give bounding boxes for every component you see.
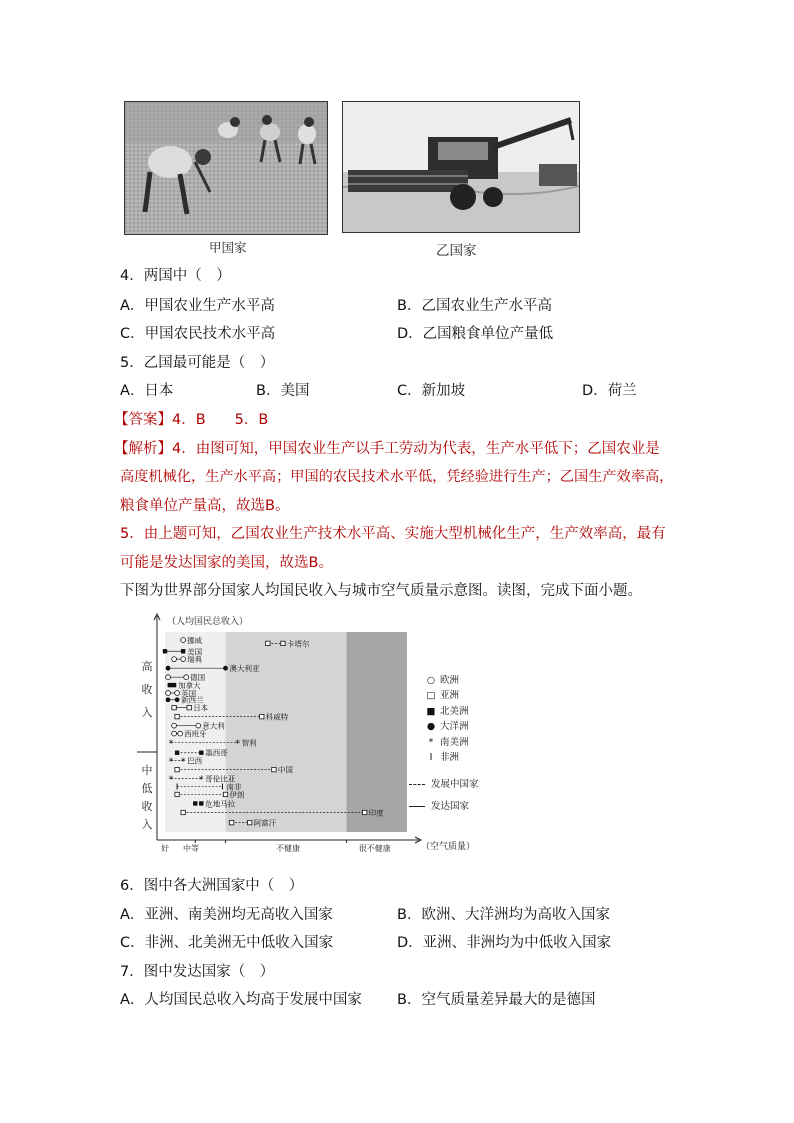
- country-marker: [199, 775, 204, 786]
- country-label: 哥伦比亚: [205, 774, 236, 784]
- svg-text:*: *: [180, 756, 186, 768]
- line-legend-label: 发达国家: [431, 800, 470, 812]
- legend-item: [425, 704, 479, 719]
- line-legend-item: [409, 777, 479, 792]
- x-category-label: 中等: [183, 844, 199, 853]
- country-marker: [181, 757, 186, 768]
- country-marker-start: [175, 714, 179, 718]
- country-marker-start: [163, 649, 167, 653]
- y-band-label: 高: [141, 660, 153, 673]
- legend-symbol: ○: [426, 675, 436, 686]
- country-marker-start: [193, 801, 197, 805]
- country-label: 新西兰: [181, 695, 204, 705]
- svg-text:*: *: [168, 738, 174, 750]
- country-marker-start: [181, 810, 185, 814]
- q5-option-a[interactable]: A．日本: [120, 383, 174, 399]
- country-marker: [196, 723, 201, 728]
- q4-option-d[interactable]: D．乙国粮食单位产量低: [397, 326, 554, 342]
- legend-label: 北美洲: [440, 705, 469, 717]
- country-marker-start: [166, 675, 171, 680]
- q6-option-d[interactable]: D．亚洲、非洲均为中低收入国家: [397, 935, 612, 951]
- photo-country-yi: [342, 101, 580, 233]
- analysis-line-2: 高度机械化，生产水平高；甲国的农民技术水平低，凭经验进行生产；乙国生产效率高，: [120, 469, 674, 485]
- country-marker-start: [169, 757, 174, 768]
- country-marker-start: [172, 705, 176, 709]
- answer-line: [114, 410, 268, 430]
- x-category-label: 很不健康: [358, 844, 391, 853]
- analysis-line-3: 粮食单位产量高，故选B。: [120, 498, 290, 514]
- legend-label: 欧洲: [440, 675, 460, 686]
- q5-option-d[interactable]: D．荷兰: [582, 383, 637, 399]
- country-marker: [175, 691, 180, 696]
- country-label: 智利: [241, 738, 257, 748]
- legend-symbol: ■: [426, 705, 436, 717]
- country-marker-start: [166, 691, 171, 696]
- country-marker-start: [172, 731, 177, 736]
- country-marker: [248, 820, 252, 824]
- country-label: 卡塔尔: [286, 639, 310, 649]
- photo-caption-jia: 甲国家: [209, 240, 247, 255]
- svg-text:*: *: [198, 774, 204, 786]
- q7-option-a[interactable]: A．人均国民总收入均高于发展中国家: [120, 992, 362, 1008]
- analysis-line-1: 【解析】4．由图可知，甲国农业生产以手工劳动为代表，生产水平低下；乙国农业是: [114, 441, 660, 457]
- country-marker: [199, 751, 203, 755]
- country-marker: [181, 638, 186, 643]
- country-marker: [272, 767, 276, 771]
- x-axis-label: （空气质量）: [421, 842, 476, 852]
- combine-harvester-image: [343, 102, 579, 232]
- country-label: 日本: [193, 703, 209, 713]
- country-marker-start: [175, 792, 179, 796]
- chart-intro: 下图为世界部分国家人均国民收入与城市空气质量示意图。读图，完成下面小题。: [120, 583, 642, 599]
- q6-option-b[interactable]: B．欧洲、大洋洲均为高收入国家: [397, 907, 610, 923]
- country-marker-start: [266, 641, 270, 645]
- y-band-label: 收: [141, 800, 153, 813]
- country-marker: [172, 683, 176, 687]
- country-marker: [260, 714, 264, 718]
- country-marker-start: [169, 739, 174, 750]
- legend-label: 大洋洲: [440, 721, 469, 733]
- legend-label: 南美洲: [440, 736, 469, 748]
- country-marker-start: [175, 751, 179, 755]
- country-marker: [223, 666, 228, 671]
- analysis-line-5: 可能是发达国家的美国，故选B。: [120, 555, 333, 571]
- svg-text:*: *: [235, 738, 241, 750]
- x-category-label: 不健康: [276, 844, 300, 853]
- country-marker: [175, 697, 180, 702]
- country-marker: [178, 731, 183, 736]
- country-marker-start: [229, 820, 233, 824]
- country-label: 巴西: [187, 756, 203, 766]
- legend-symbol: *: [428, 736, 434, 748]
- country-marker-start: [169, 775, 174, 786]
- zone-unhealthy: [226, 632, 347, 832]
- svg-text:*: *: [168, 774, 174, 786]
- q7-stem: 7．图中发达国家（ ）: [120, 964, 275, 980]
- manual-farming-image: [125, 102, 327, 234]
- country-marker-start: [175, 767, 179, 771]
- country-label: 危地马拉: [205, 799, 236, 809]
- q6-stem: 6．图中各大洲国家中（ ）: [120, 878, 304, 894]
- legend-symbol: ●: [426, 721, 436, 733]
- country-marker: [223, 792, 227, 796]
- y-band-label: 中: [141, 764, 153, 777]
- analysis-tag: 【解析】: [114, 441, 172, 457]
- analysis-line-4: 5．由上题可知，乙国农业生产技术水平高、实施大型机械化生产，生产效率高，最有: [120, 526, 666, 542]
- country-label: 加拿大: [178, 681, 201, 691]
- country-label: 中国: [277, 765, 293, 775]
- photo-caption-yi: 乙国家: [436, 243, 477, 259]
- country-label: 美国: [187, 647, 203, 657]
- line-legend-swatch: [409, 806, 425, 807]
- y-axis-label: （人均国民总收入）: [167, 617, 249, 627]
- country-marker: [235, 739, 240, 750]
- country-marker: [281, 641, 285, 645]
- country-marker-start: [172, 657, 177, 662]
- country-label: 墨西哥: [205, 748, 228, 758]
- country-label: 意大利: [202, 721, 225, 731]
- legend-item: [425, 719, 479, 734]
- country-label: 伊朗: [229, 790, 245, 800]
- country-label: 南非: [226, 782, 242, 792]
- y-band-label: 入: [141, 706, 153, 719]
- y-band-label: 低: [141, 782, 153, 795]
- chart-legend: [425, 673, 479, 820]
- country-label: 瑞典: [187, 655, 203, 665]
- legend-item: [425, 688, 479, 703]
- q4-option-c[interactable]: C．甲国农民技术水平高: [120, 326, 276, 342]
- country-label: 科威特: [265, 712, 289, 722]
- photo-country-jia: [124, 101, 328, 235]
- legend-item: [425, 750, 479, 765]
- country-marker: [181, 657, 186, 662]
- country-marker-start: [166, 697, 171, 702]
- country-label: 挪威: [187, 636, 203, 645]
- legend-label: 非洲: [440, 752, 460, 764]
- q4-stem: 4．两国中（ ）: [120, 268, 231, 284]
- q6-option-c[interactable]: C．非洲、北美洲无中低收入国家: [120, 935, 334, 951]
- country-label: 澳大利亚: [229, 664, 260, 674]
- zone-very-unhealthy: [347, 632, 408, 832]
- country-marker-start: [166, 666, 171, 671]
- legend-symbol: □: [426, 690, 436, 702]
- x-category-label: 好: [161, 844, 169, 853]
- country-label: 英国: [181, 688, 197, 698]
- q6-option-a[interactable]: A．亚洲、南美洲均无高收入国家: [120, 907, 333, 923]
- q4-option-a[interactable]: A．甲国农业生产水平高: [120, 298, 275, 314]
- country-marker: [181, 649, 185, 653]
- country-marker: [187, 705, 191, 709]
- legend-label: 亚洲: [440, 690, 460, 702]
- country-marker-start: [172, 723, 177, 728]
- country-label: 德国: [190, 673, 206, 683]
- country-marker: [362, 810, 366, 814]
- answer-tag: 【答案】: [114, 412, 172, 428]
- country-label: 西班牙: [184, 729, 207, 739]
- y-band-label: 入: [141, 818, 153, 831]
- country-marker: [199, 801, 203, 805]
- q4-option-b[interactable]: B．乙国农业生产水平高: [397, 298, 552, 314]
- svg-text:*: *: [168, 756, 174, 768]
- country-label: 印度: [368, 808, 384, 818]
- country-marker: [184, 675, 189, 680]
- q5-option-c[interactable]: C．新加坡: [397, 383, 466, 399]
- q5-stem: 5．乙国最可能是（ ）: [120, 355, 275, 371]
- legend-symbol: I: [429, 752, 433, 764]
- answer-text: 4．B 5．B: [172, 412, 269, 428]
- line-legend-item: [409, 799, 479, 814]
- q7-option-b[interactable]: B．空气质量差异最大的是德国: [397, 992, 596, 1008]
- line-legend-swatch: [409, 784, 425, 785]
- q5-option-b[interactable]: B．美国: [256, 383, 310, 399]
- legend-item: [425, 735, 479, 750]
- line-legend-label: 发展中国家: [431, 779, 479, 791]
- country-marker-start: [168, 683, 172, 687]
- y-band-label: 收: [141, 683, 153, 696]
- country-label: 阿富汗: [253, 818, 277, 828]
- legend-item: [425, 673, 479, 688]
